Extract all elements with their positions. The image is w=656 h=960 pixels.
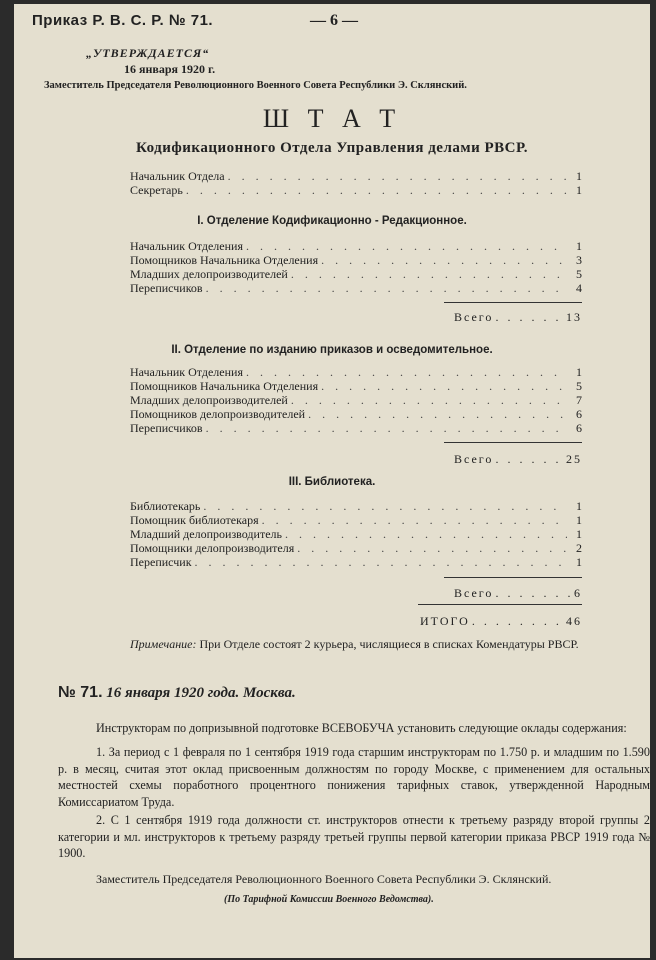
staff-label: Секретарь	[130, 183, 183, 197]
staff-row	[130, 408, 582, 421]
page-number: — 6 —	[310, 12, 358, 29]
grand-total	[420, 614, 582, 629]
total-label: Всего	[454, 310, 494, 324]
order-header: Приказ Р. В. С. Р. № 71.	[32, 12, 214, 29]
order-paragraph-1: 1. За период с 1 февраля по 1 сентября 1919 года старшим инструкторам по 1.750 р. и младшим по 1.590 р. в месяц, считая этот оклад присвоенным должностям по городу Москве, с применением для остальных местностей схемы поработного процентного понижения тарифных ставок, утвержденной Народным Комиссариатом Труда.	[58, 745, 650, 809]
staff-row	[130, 268, 582, 281]
total-value: 6	[574, 586, 582, 600]
staff-count: 1	[576, 169, 582, 183]
staff-label: Переписчиков	[130, 421, 203, 435]
staff-count: 1	[576, 183, 582, 197]
note-text: При Отделе состоят 2 курьера, числящиеся в списках Комендатуры РВСР.	[199, 637, 579, 651]
note-label: Примечание:	[130, 637, 197, 651]
staff-label: Помощник библиотекаря	[130, 513, 259, 527]
staff-count: 1	[576, 513, 582, 527]
staff-count: 1	[576, 527, 582, 541]
staff-count: 6	[576, 421, 582, 435]
section-heading-2: II. Отделение по изданию приказов и осведомительное.	[171, 344, 493, 356]
total-label: Всего	[454, 586, 494, 600]
staff-count: 1	[576, 365, 582, 379]
staff-row	[130, 422, 582, 435]
divider	[444, 302, 582, 303]
staff-label: Переписчик	[130, 555, 192, 569]
closing-source: (По Тарифной Комиссии Военного Ведомства).	[224, 894, 434, 905]
staff-label: Младших делопроизводителей	[130, 393, 288, 407]
staff-label: Переписчиков	[130, 281, 203, 295]
staff-label: Начальник Отдела	[130, 169, 225, 183]
grand-total-value: 46	[566, 614, 582, 628]
staff-label: Помощники делопроизводителя	[130, 541, 295, 555]
staff-title: Ш Т А Т	[262, 104, 402, 133]
approval-date: 16 января 1920 г.	[124, 62, 216, 76]
staff-label: Младших делопроизводителей	[130, 267, 288, 281]
staff-count: 2	[576, 541, 582, 555]
staff-label: Библиотекарь	[130, 499, 201, 513]
section-total-2	[454, 452, 582, 467]
staff-label: Начальник Отделения	[130, 239, 243, 253]
staff-label: Помощников Начальника Отделения	[130, 253, 319, 267]
total-value: 25	[566, 452, 582, 466]
staff-row	[130, 528, 582, 541]
staff-row	[130, 380, 582, 393]
section-total-3	[454, 586, 582, 601]
divider	[444, 442, 582, 443]
section-heading-3: III. Библиотека.	[288, 476, 376, 488]
staff-count: 6	[576, 407, 582, 421]
staff-count: 5	[576, 379, 582, 393]
approval-signature: Заместитель Председателя Революционного Военного Совета Республики Э. Склянский.	[44, 80, 467, 91]
order-intro: Инструкторам по допризывной подготовке ВСЕВОБУЧА установить следующие оклады содержания:	[96, 721, 627, 735]
staff-row	[130, 240, 582, 253]
staff-count: 1	[576, 499, 582, 513]
approval-word: „УТВЕРЖДАЕТСЯ“	[86, 46, 210, 60]
staff-label: Помощников делопроизводителей	[130, 407, 306, 421]
staff-count: 1	[576, 239, 582, 253]
staff-count: 3	[576, 253, 582, 267]
order-paragraph-2: 2. С 1 сентября 1919 года должности ст. инструкторов отнести к третьему разряду второй группы 2 категории и мл. инструкторов к третьему разряду третьей группы первой категории приказа РВСР 1919 года № 1900.	[58, 813, 650, 860]
closing-signature: Заместитель Председателя Революционного Военного Совета Республики Э. Склянский.	[96, 872, 552, 886]
staff-subtitle: Кодификационного Отдела Управления делами РВСР.	[135, 140, 529, 156]
divider	[444, 577, 582, 578]
staff-row	[130, 366, 582, 379]
order-heading	[58, 684, 296, 702]
staff-row	[130, 542, 582, 555]
note	[130, 636, 650, 652]
staff-count: 1	[576, 555, 582, 569]
staff-label: Младший делопроизводитель	[130, 527, 282, 541]
staff-row	[130, 282, 582, 295]
staff-row	[130, 254, 582, 267]
staff-row	[130, 184, 582, 197]
staff-row	[130, 170, 582, 183]
staff-row	[130, 514, 582, 527]
grand-total-label: ИТОГО	[420, 614, 470, 628]
staff-label: Помощников Начальника Отделения	[130, 379, 319, 393]
section-heading-1: I. Отделение Кодификационно - Редакционное.	[197, 215, 467, 227]
staff-count: 4	[576, 281, 582, 295]
total-label: Всего	[454, 452, 494, 466]
staff-row	[130, 394, 582, 407]
staff-label: Начальник Отделения	[130, 365, 243, 379]
divider	[418, 604, 582, 605]
staff-count: 7	[576, 393, 582, 407]
order-date: 16 января 1920 года. Москва.	[106, 685, 296, 701]
staff-count: 5	[576, 267, 582, 281]
total-value: 13	[566, 310, 582, 324]
staff-row	[130, 500, 582, 513]
section-total-1	[454, 310, 582, 325]
order-number: № 71.	[58, 684, 103, 701]
staff-row	[130, 556, 582, 569]
